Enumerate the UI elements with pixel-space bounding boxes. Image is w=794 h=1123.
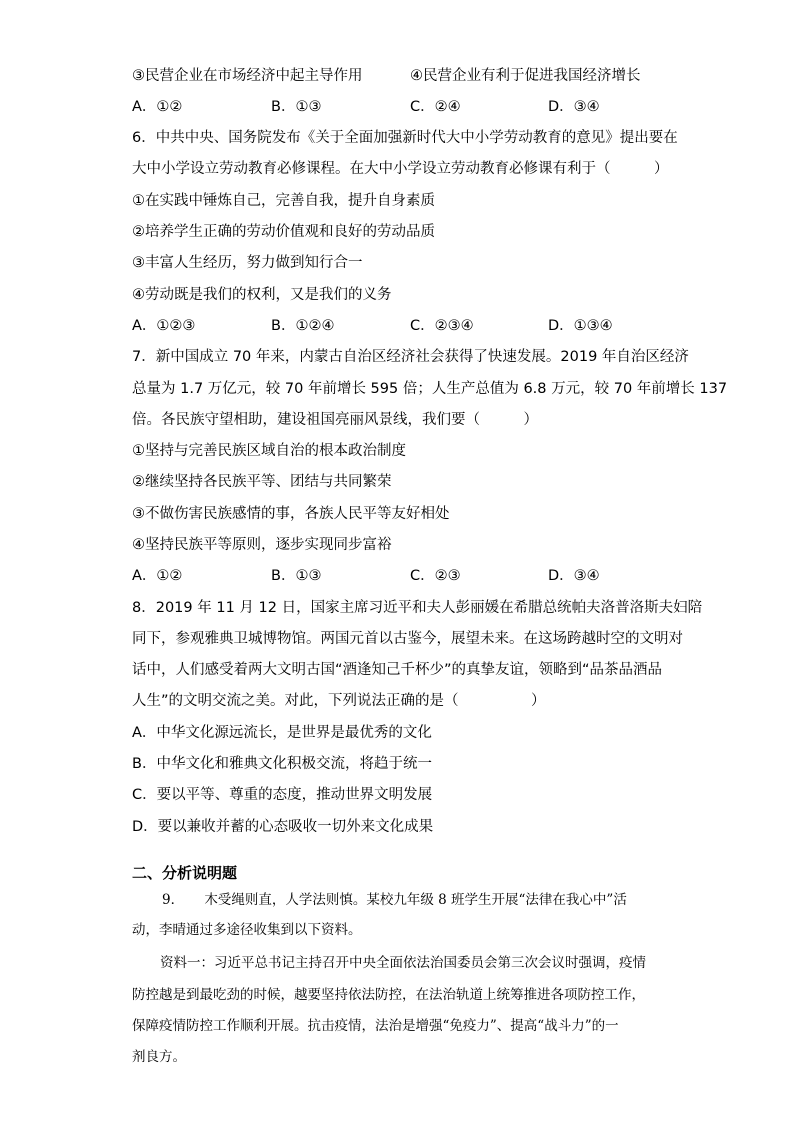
q5-statement-4: ④民营企业有利于促进我国经济增长 (410, 68, 641, 84)
q5-option-a: A．①② (132, 99, 183, 115)
q9-stem-line-1: 9． 木受绳则直，人学法则慎。某校九年级 8 班学生开展“法律在我心中”活 (162, 892, 627, 908)
q8-stem-line-3: 话中，人们感受着两大文明古国“酒逢知己千杯少”的真挚友谊，领略到“品茶品酒品 (132, 662, 663, 678)
q8-stem-line-1: 8．2019 年 11 月 12 日，国家主席习近平和夫人彭丽媛在希腊总统帕夫洛普洛斯夫妇陪 (132, 600, 703, 616)
q5-option-b: B．①③ (271, 99, 322, 115)
q5-option-c: C．②④ (410, 99, 461, 115)
q7-stem-line-3: 倍。各民族守望相助，建设祖国亮丽风景线，我们要（ ） (132, 412, 538, 428)
q5-option-d: D．③④ (548, 99, 600, 115)
q7-option-d: D．③④ (548, 568, 600, 584)
material-1-line-4: 剂良方。 (132, 1049, 186, 1065)
q6-option-b: B．①②④ (271, 318, 335, 334)
q8-stem-line-2: 同下，参观雅典卫城博物馆。两国元首以古鉴今，展望未来。在这场跨越时空的文明对 (132, 631, 683, 647)
material-1-line-1: 资料一：习近平总书记主持召开中央全面依法治国委员会第三次会议时强调，疫情 (160, 955, 646, 971)
q6-statement-4: ④劳动既是我们的权利，又是我们的义务 (132, 287, 392, 303)
q8-stem-line-4: 人生”的文明交流之美。对此，下列说法正确的是（ ） (132, 693, 546, 709)
material-1-line-3: 保障疫情防控工作顺利开展。抗击疫情，法治是增强“免疫力”、提高“战斗力”的一 (132, 1018, 619, 1034)
q7-stem-line-1: 7．新中国成立 70 年来，内蒙古自治区经济社会获得了快速发展。2019 年自治区经济 (132, 349, 689, 365)
section-heading: 二、分析说明题 (132, 864, 238, 882)
q8-choice-c: C．要以平等、尊重的态度，推动世界文明发展 (132, 787, 433, 803)
material-1-line-2: 防控越是到最吃劲的时候，越要坚持依法防控，在法治轨道上统筹推进各项防控工作， (132, 987, 645, 1003)
q8-choice-d: D．要以兼收并蓄的心态吸收一切外来文化成果 (132, 819, 434, 835)
q6-stem-line-2: 大中小学设立劳动教育必修课程。在大中小学设立劳动教育必修课有利于（ ） (132, 161, 669, 177)
q7-statement-1: ①坚持与完善民族区域自治的根本政治制度 (132, 443, 406, 459)
q6-statement-1: ①在实践中锤炼自己，完善自我，提升自身素质 (132, 193, 435, 209)
q8-choice-b: B．中华文化和雅典文化积极交流，将趋于统一 (132, 756, 432, 772)
q7-option-c: C．②③ (410, 568, 461, 584)
q7-statement-4: ④坚持民族平等原则，逐步实现同步富裕 (132, 537, 392, 553)
q8-choice-a: A．中华文化源远流长，是世界是最优秀的文化 (132, 725, 432, 741)
q7-statement-2: ②继续坚持各民族平等、团结与共同繁荣 (132, 474, 392, 490)
q9-stem-line-2: 动，李晴通过多途径收集到以下资料。 (132, 922, 362, 938)
q6-option-c: C．②③④ (410, 318, 474, 334)
q7-option-b: B．①③ (271, 568, 322, 584)
q6-statement-2: ②培养学生正确的劳动价值观和良好的劳动品质 (132, 224, 435, 240)
q5-statement-3: ③民营企业在市场经济中起主导作用 (132, 68, 363, 84)
q6-stem-line-1: 6．中共中央、国务院发布《关于全面加强新时代大中小学劳动教育的意见》提出要在 (132, 130, 678, 146)
q7-stem-line-2: 总量为 1.7 万亿元，较 70 年前增长 595 倍；人生产总值为 6.8 万元，较 70 年前增长 137 (132, 381, 728, 397)
q7-statement-3: ③不做伤害民族感情的事，各族人民平等友好相处 (132, 506, 450, 522)
q6-option-d: D．①③④ (548, 318, 613, 334)
q6-option-a: A．①②③ (132, 318, 196, 334)
q6-statement-3: ③丰富人生经历，努力做到知行合一 (132, 255, 363, 271)
q7-option-a: A．①② (132, 568, 183, 584)
